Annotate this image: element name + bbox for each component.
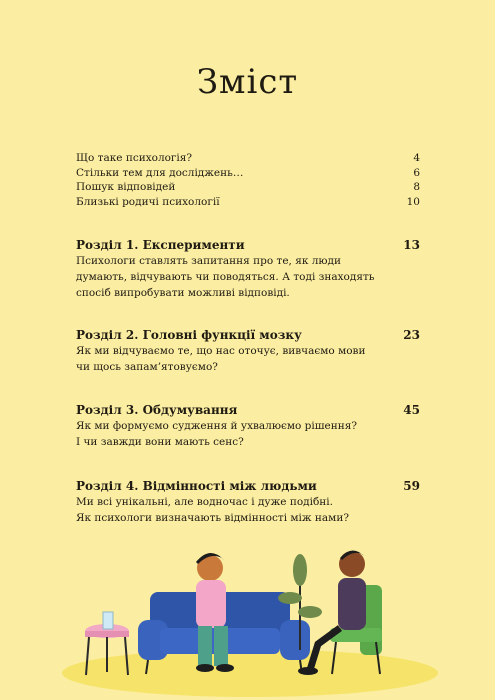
toc-chapter[interactable] [76,238,420,301]
chapter-title: Розділ 1. Експерименти [76,238,245,252]
chapter-title: Розділ 3. Обдумування [76,403,238,417]
chapter-description [76,343,420,375]
chapter-description-line: спосіб випробувати можливі відповіді. [76,287,290,299]
toc-chapter[interactable] [76,328,420,375]
toc-intro-page: 4 [413,152,420,164]
chapter-description-line: Як психологи визначають відмінності між нами? [76,512,349,524]
chapter-title: Розділ 2. Головні функції мозку [76,328,302,342]
toc-intro-page: 8 [413,181,420,193]
toc-intro-label: Пошук відповідей [76,181,176,193]
chapter-description [76,418,420,450]
therapy-session-illustration [0,540,495,700]
chapter-description-line: І чи завжди вони мають сенс? [76,436,244,448]
chapter-description-line: чи щось запам’ятовуємо? [76,361,218,373]
page-title: Зміст [196,62,299,102]
chapter-description [76,494,420,526]
floor-shadow [62,649,438,697]
toc-intro-label: Що таке психологія? [76,152,193,164]
chapter-page: 13 [403,238,420,252]
toc-intro-item[interactable] [76,167,420,179]
chapter-description-line: Як ми формуємо судження й ухвалюємо рішення? [76,420,357,432]
glass-icon [103,612,113,629]
chapter-page: 45 [403,403,420,417]
chapter-title: Розділ 4. Відмінності між людьми [76,479,317,493]
toc-intro-label: Близькі родичі психології [76,196,220,208]
chapter-page: 23 [403,328,420,342]
chapter-description [76,253,420,301]
toc-intro-item[interactable] [76,196,420,208]
chapter-page: 59 [403,479,420,493]
toc-intro-label: Стільки тем для досліджень… [76,167,244,179]
chapter-description-line: думають, відчувають чи поводяться. А тоді знаходять [76,271,375,283]
toc-intro-item[interactable] [76,181,420,193]
chapter-description-line: Психологи ставлять запитання про те, як люди [76,255,342,267]
chapter-description-line: Ми всі унікальні, але водночас і дуже подібні. [76,496,333,508]
toc-intro-page: 6 [413,167,420,179]
toc-chapter[interactable] [76,479,420,526]
toc-intro-page: 10 [406,196,420,208]
chapter-description-line: Як ми відчуваємо те, що нас оточує, вивчаємо мови [76,345,366,357]
toc-chapter[interactable] [76,403,420,450]
toc-intro-item[interactable] [76,152,420,164]
